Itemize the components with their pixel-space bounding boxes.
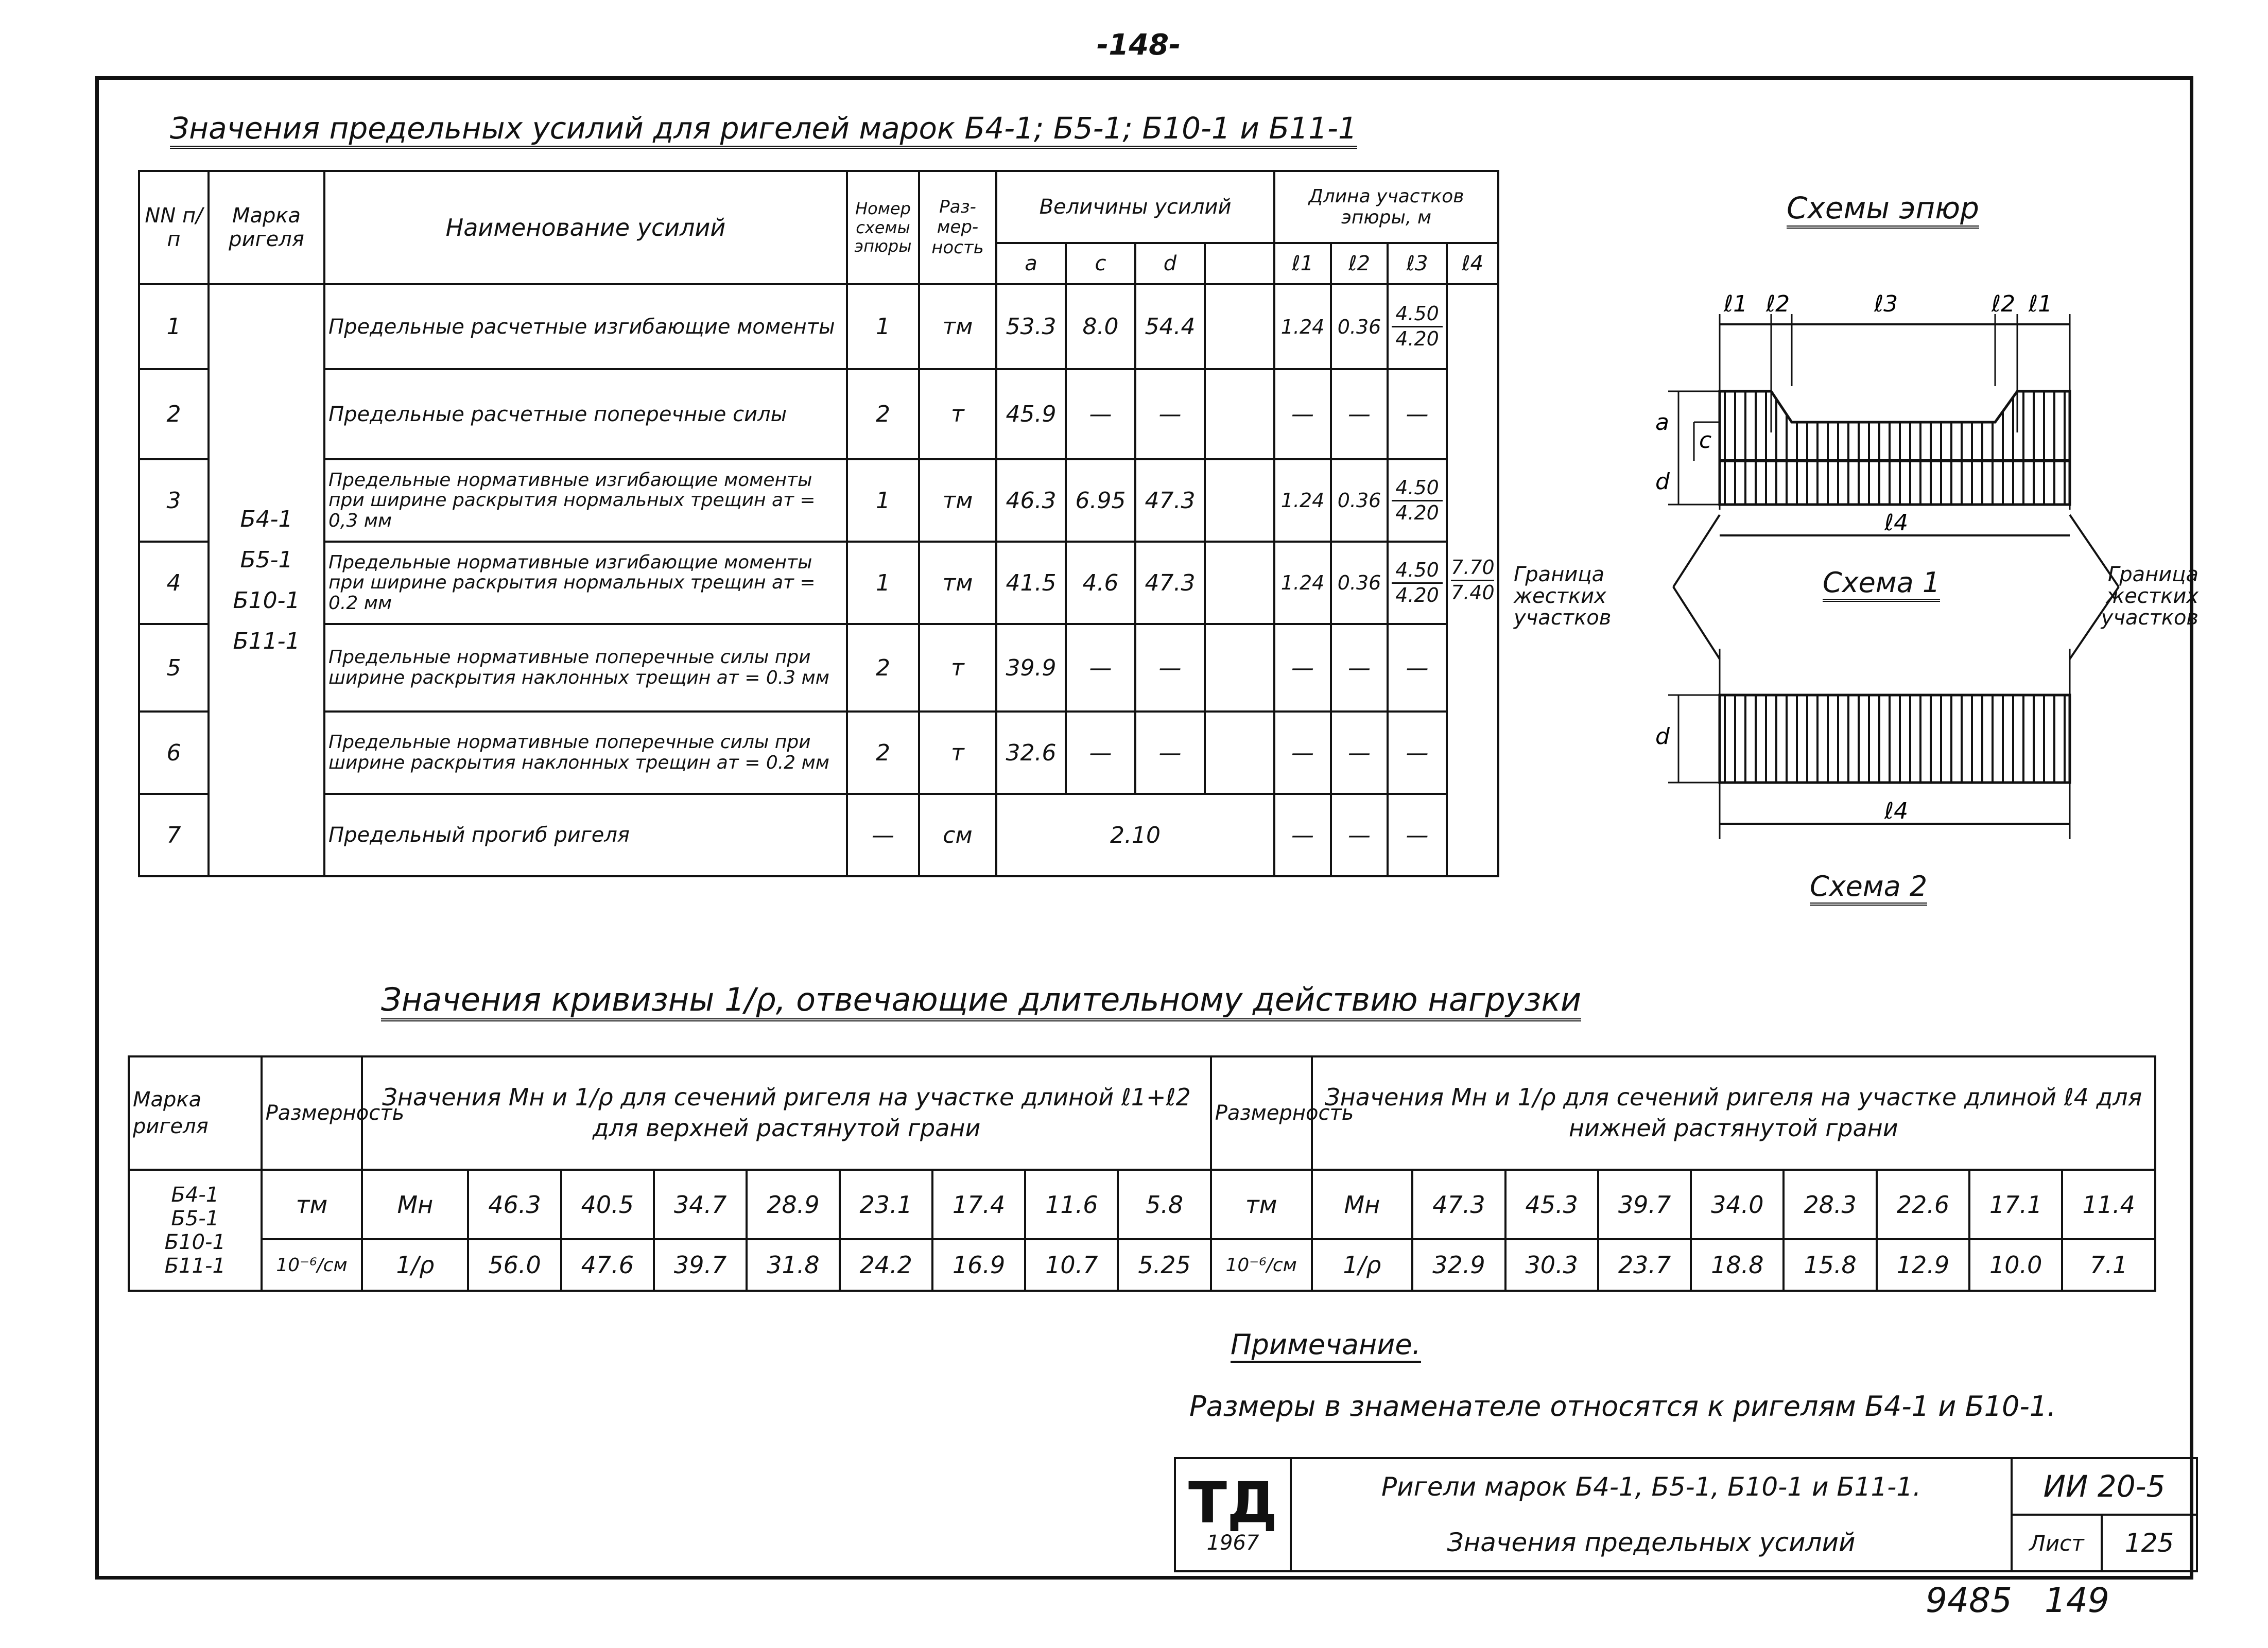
- m-value: 23.1: [840, 1170, 932, 1239]
- marka-cell: Б4-1 Б5-1 Б10-1 Б11-1: [129, 1170, 262, 1291]
- value-l1: —: [1274, 624, 1331, 712]
- row-number: 1: [139, 284, 209, 369]
- m-value: 28.9: [747, 1170, 839, 1239]
- scheme-1-label: Схема 1: [1823, 566, 1940, 602]
- value-c: —: [1066, 369, 1135, 459]
- value-l3-den: 4.20: [1395, 501, 1439, 524]
- marka-b10: Б10-1: [233, 587, 300, 614]
- unit: тм: [919, 542, 996, 624]
- k-value: 30.3: [1505, 1239, 1598, 1291]
- scheme-number: 2: [847, 624, 919, 712]
- scheme-2-label: Схема 2: [1810, 870, 1927, 906]
- table1-title: Значения предельных усилий для ригелей марок Б4-1; Б5-1; Б10-1 и Б11-1: [170, 111, 1357, 149]
- m-value: 11.4: [2062, 1170, 2155, 1239]
- value-empty: [1205, 542, 1274, 624]
- value-d: 47.3: [1135, 459, 1205, 542]
- note-title: Примечание.: [1231, 1328, 1421, 1363]
- k-value: 18.8: [1691, 1239, 1784, 1291]
- td-logo: ТД: [1188, 1470, 1277, 1536]
- value-l3-num: 4.50: [1392, 559, 1443, 584]
- k-value: 16.9: [932, 1239, 1025, 1291]
- label-l4: ℓ4: [1884, 510, 1909, 536]
- value-l2: —: [1331, 712, 1388, 794]
- value-l1: 1.24: [1274, 459, 1331, 542]
- hdr-unit-2: Размерность: [1211, 1056, 1312, 1170]
- unit: т: [919, 712, 996, 794]
- force-name: Предельные нормативные изгибающие моменты при ширине раскрытия нормальных трещин aт = 0.2 мм: [324, 542, 847, 624]
- m-value: 17.1: [1969, 1170, 2062, 1239]
- m-value: 46.3: [468, 1170, 561, 1239]
- value-d: —: [1135, 369, 1205, 459]
- limit-forces-table: [138, 170, 1499, 877]
- sheet-label: Лист: [2012, 1515, 2102, 1571]
- force-name: Предельные нормативные изгибающие моменты при ширине раскрытия нормальных трещин aт = 0,3 мм: [324, 459, 847, 542]
- value-l2: 0.36: [1331, 284, 1388, 369]
- value-l2: 0.36: [1331, 542, 1388, 624]
- hdr-unit: Раз-мер-ность: [919, 171, 996, 284]
- k-value: 56.0: [468, 1239, 561, 1291]
- k-value: 10.0: [1969, 1239, 2062, 1291]
- force-name: Предельные нормативные поперечные силы при ширине раскрытия наклонных трещин aт = 0.2 мм: [324, 712, 847, 794]
- value-d: —: [1135, 712, 1205, 794]
- value-empty: [1205, 369, 1274, 459]
- unit: тм: [919, 284, 996, 369]
- m-value: 45.3: [1505, 1170, 1598, 1239]
- row-number: 7: [139, 794, 209, 876]
- value-l2: —: [1331, 794, 1388, 876]
- marka-b11: Б11-1: [233, 628, 300, 655]
- value-a: 46.3: [996, 459, 1066, 542]
- force-name: Предельные нормативные поперечные силы при ширине раскрытия наклонных трещин aт = 0.3 мм: [324, 624, 847, 712]
- scheme-number: 2: [847, 712, 919, 794]
- value-a: 53.3: [996, 284, 1066, 369]
- label-l1-left: ℓ1: [1724, 291, 1748, 317]
- k-value: 47.6: [561, 1239, 654, 1291]
- label-c: c: [1699, 427, 1712, 454]
- value-l3-den: 4.20: [1395, 583, 1439, 606]
- k-value: 15.8: [1784, 1239, 1876, 1291]
- symbol-k-2: 1/ρ: [1312, 1239, 1413, 1291]
- unit-k-1: 10⁻⁶/см: [262, 1239, 362, 1291]
- value-c: 6.95: [1066, 459, 1135, 542]
- m-value: 47.3: [1412, 1170, 1505, 1239]
- k-value: 12.9: [1877, 1239, 1969, 1291]
- hdr-name: Наименование усилий: [324, 171, 847, 284]
- schemes-title: Схемы эпюр: [1787, 190, 1979, 229]
- hdr-c: с: [1066, 243, 1135, 284]
- table2-title: Значения кривизны 1/ρ, отвечающие длительному действию нагрузки: [381, 981, 1581, 1021]
- year: 1967: [1206, 1531, 1259, 1555]
- value-l3: [1388, 284, 1447, 369]
- hdr-unit-1: Размерность: [262, 1056, 362, 1170]
- title-block: [1174, 1457, 2198, 1572]
- symbol-m-2: Mн: [1312, 1170, 1413, 1239]
- row-number: 2: [139, 369, 209, 459]
- bottom-number: 9485 149: [1926, 1581, 2109, 1620]
- k-value: 39.7: [654, 1239, 747, 1291]
- hdr-l1: ℓ1: [1274, 243, 1331, 284]
- hdr-marka: Марка ригеля: [209, 171, 324, 284]
- title-line-1: Ригели марок Б4-1, Б5-1, Б10-1 и Б11-1.: [1291, 1458, 2012, 1515]
- value-d: 54.4: [1135, 284, 1205, 369]
- m-value: 34.7: [654, 1170, 747, 1239]
- label-l1-right: ℓ1: [2029, 291, 2053, 317]
- note-text: Размеры в знаменателе относятся к ригелям Б4-1 и Б10-1.: [1189, 1390, 2056, 1423]
- hdr-empty: [1205, 243, 1274, 284]
- m-value: 5.8: [1118, 1170, 1210, 1239]
- hdr-lower-face: Значения Mн и 1/ρ для сечений ригеля на участке длиной ℓ4 для нижней растянутой грани: [1312, 1056, 2155, 1170]
- unit-m-1: тм: [262, 1170, 362, 1239]
- row-number: 4: [139, 542, 209, 624]
- value-l4: [1447, 284, 1498, 876]
- hdr-l3: ℓ3: [1388, 243, 1447, 284]
- value-c: —: [1066, 624, 1135, 712]
- unit-m-2: тм: [1211, 1170, 1312, 1239]
- value-a: 41.5: [996, 542, 1066, 624]
- k-value: 10.7: [1025, 1239, 1118, 1291]
- scheme-number: 1: [847, 284, 919, 369]
- title-line-2: Значения предельных усилий: [1291, 1515, 2012, 1571]
- deflection-value: 2.10: [996, 794, 1274, 876]
- m-value: 28.3: [1784, 1170, 1876, 1239]
- symbol-m-1: Mн: [362, 1170, 468, 1239]
- hdr-a: а: [996, 243, 1066, 284]
- scheme-number: 2: [847, 369, 919, 459]
- hdr-l2: ℓ2: [1331, 243, 1388, 284]
- k-value: 7.1: [2062, 1239, 2155, 1291]
- unit: см: [919, 794, 996, 876]
- k-value: 24.2: [840, 1239, 932, 1291]
- sheet-number: 125: [2102, 1515, 2197, 1571]
- label-l2-right: ℓ2: [1992, 291, 2016, 317]
- value-l3-den: 4.20: [1395, 327, 1439, 350]
- logo-cell: [1175, 1458, 1291, 1571]
- value-l3-num: 4.50: [1392, 302, 1443, 327]
- value-l2: —: [1331, 624, 1388, 712]
- m-value: 40.5: [561, 1170, 654, 1239]
- label-l2-left: ℓ2: [1766, 291, 1790, 317]
- value-a: 39.9: [996, 624, 1066, 712]
- value-l3-num: 4.50: [1392, 476, 1443, 501]
- value-l3: —: [1388, 794, 1447, 876]
- k-value: 23.7: [1598, 1239, 1691, 1291]
- value-empty: [1205, 712, 1274, 794]
- value-c: 8.0: [1066, 284, 1135, 369]
- force-name: Предельный прогиб ригеля: [324, 794, 847, 876]
- page-number: -148-: [1097, 28, 1181, 62]
- unit: тм: [919, 459, 996, 542]
- value-l3: —: [1388, 624, 1447, 712]
- m-value: 39.7: [1598, 1170, 1691, 1239]
- hdr-nn: NN п/п: [139, 171, 209, 284]
- left-boundary-note: Граница жестких участков: [1514, 563, 1612, 630]
- value-c: —: [1066, 712, 1135, 794]
- hdr-lengths: Длина участков эпюры, м: [1274, 171, 1498, 243]
- right-boundary-note: Граница жестких участков: [2101, 563, 2198, 630]
- value-a: 45.9: [996, 369, 1066, 459]
- value-l1: —: [1274, 794, 1331, 876]
- value-l4-den: 7.40: [1451, 581, 1495, 604]
- doc-code: ИИ 20-5: [2012, 1458, 2197, 1515]
- value-d: —: [1135, 624, 1205, 712]
- scheme-2-diagram: [1655, 649, 2070, 839]
- label-l4-2: ℓ4: [1884, 798, 1909, 824]
- value-empty: [1205, 624, 1274, 712]
- row-number: 3: [139, 459, 209, 542]
- k-value: 31.8: [747, 1239, 839, 1291]
- hdr-upper-face: Значения Mн и 1/ρ для сечений ригеля на участке длиной ℓ1+ℓ2 для верхней растянутой грани: [362, 1056, 1210, 1170]
- value-l2: 0.36: [1331, 459, 1388, 542]
- scheme-number: 1: [847, 542, 919, 624]
- value-l3: —: [1388, 369, 1447, 459]
- value-l3: —: [1388, 712, 1447, 794]
- k-value: 32.9: [1412, 1239, 1505, 1291]
- value-l1: 1.24: [1274, 284, 1331, 369]
- hdr-d: d: [1135, 243, 1205, 284]
- row-number: 6: [139, 712, 209, 794]
- marka-cell: [209, 284, 324, 876]
- value-l1: —: [1274, 712, 1331, 794]
- m-value: 22.6: [1877, 1170, 1969, 1239]
- hdr-marka: Марка ригеля: [129, 1056, 262, 1170]
- label-d-2: d: [1655, 723, 1670, 750]
- m-value: 34.0: [1691, 1170, 1784, 1239]
- m-value: 11.6: [1025, 1170, 1118, 1239]
- value-d: 47.3: [1135, 542, 1205, 624]
- m-value: 17.4: [932, 1170, 1025, 1239]
- k-value: 5.25: [1118, 1239, 1210, 1291]
- unit: т: [919, 369, 996, 459]
- row-number: 5: [139, 624, 209, 712]
- value-l4-num: 7.70: [1451, 556, 1494, 581]
- symbol-k-1: 1/ρ: [362, 1239, 468, 1291]
- scheme-number: —: [847, 794, 919, 876]
- hdr-l4: ℓ4: [1447, 243, 1498, 284]
- curvature-table: [128, 1055, 2156, 1292]
- value-a: 32.6: [996, 712, 1066, 794]
- hdr-values: Величины усилий: [996, 171, 1274, 243]
- hdr-scheme: Номер схемы эпюры: [847, 171, 919, 284]
- value-l2: —: [1331, 369, 1388, 459]
- force-name: Предельные расчетные поперечные силы: [324, 369, 847, 459]
- value-l1: 1.24: [1274, 542, 1331, 624]
- label-a: a: [1655, 409, 1669, 436]
- scheme-number: 1: [847, 459, 919, 542]
- unit-k-2: 10⁻⁶/см: [1211, 1239, 1312, 1291]
- label-l3: ℓ3: [1874, 291, 1898, 317]
- force-name: Предельные расчетные изгибающие моменты: [324, 284, 847, 369]
- value-empty: [1205, 459, 1274, 542]
- marka-b4: Б4-1: [240, 506, 293, 532]
- label-d: d: [1655, 469, 1670, 495]
- unit: т: [919, 624, 996, 712]
- value-empty: [1205, 284, 1274, 369]
- value-c: 4.6: [1066, 542, 1135, 624]
- value-l3: [1388, 459, 1447, 542]
- marka-b5: Б5-1: [240, 546, 293, 573]
- value-l1: —: [1274, 369, 1331, 459]
- value-l3: [1388, 542, 1447, 624]
